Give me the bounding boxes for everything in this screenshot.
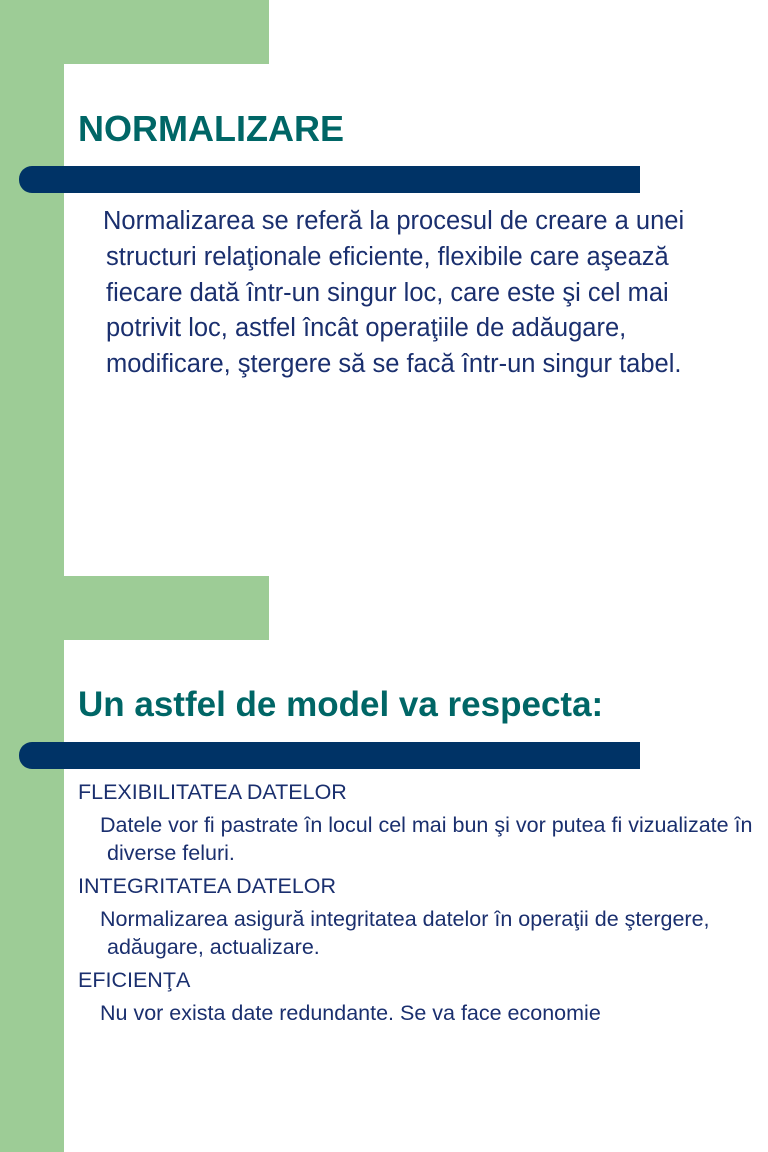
slide-body-text: Normalizarea se referă la procesul de creare a unei structuri relaţionale eficiente, flexibile care aşează fiecare dată într-un singur loc, care este şi cel mai potrivit loc, astfel încât operaţiile de adăugare, modificare, ştergere să se facă într-un singur tabel. xyxy=(103,207,685,379)
slide-title: NORMALIZARE xyxy=(78,108,344,149)
criteria-heading: EFICIENŢA xyxy=(78,968,191,992)
title-underline-bar xyxy=(19,166,640,193)
criteria-description: Nu vor exista date redundante. Se va face economie xyxy=(100,1001,601,1025)
title-underline-bar xyxy=(19,742,640,769)
green-top-block xyxy=(64,576,269,640)
green-top-block xyxy=(64,0,269,64)
green-sidebar xyxy=(0,0,64,576)
slide-title: Un astfel de model va respecta: xyxy=(78,685,604,724)
green-sidebar xyxy=(0,576,64,1152)
criteria-heading: INTEGRITATEA DATELOR xyxy=(78,874,337,898)
slide-2 xyxy=(0,576,768,1152)
criteria-heading: FLEXIBILITATEA DATELOR xyxy=(78,780,347,804)
criteria-description: Normalizarea asigură integritatea datelor în operaţii de ştergere, adăugare, actualizare. xyxy=(100,907,710,959)
criteria-list xyxy=(78,777,758,1031)
criteria-description: Datele vor fi pastrate în locul cel mai bun şi vor putea fi vizualizate în diverse feluri. xyxy=(100,813,753,865)
